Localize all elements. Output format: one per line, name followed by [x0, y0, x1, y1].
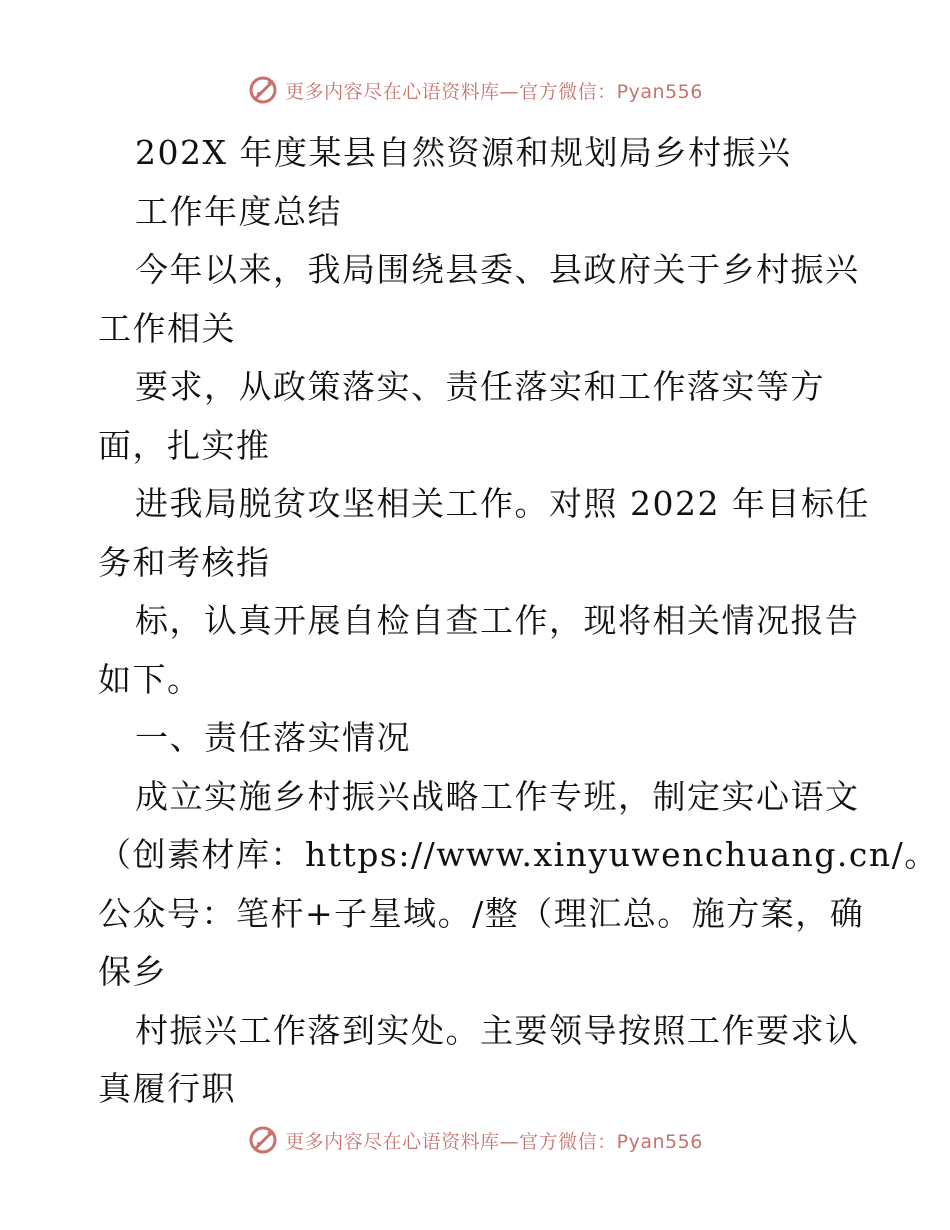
watermark-banner-bottom [0, 1120, 950, 1160]
watermark-content [247, 1124, 703, 1156]
document-line: 成立实施乡村振兴战略工作专班，制定实心语文 [135, 776, 860, 816]
pen-logo-icon [247, 1124, 279, 1156]
watermark-text: 更多内容尽在心语资料库—官方微信：Pyan556 [285, 1130, 703, 1153]
document-line: （创素材库：https://www.xinyuwenchuang.cn/。 [98, 835, 939, 874]
document-line: 工作年度总结 [135, 191, 342, 231]
document-line: 保乡 [98, 952, 167, 991]
document-line: 村振兴工作落到实处。主要领导按照工作要求认 [135, 1010, 860, 1050]
document-line: 进我局脱贫攻坚相关工作。对照 2022 年目标任 [135, 484, 870, 523]
document-body [98, 124, 939, 1119]
watermark-text: 更多内容尽在心语资料库—官方微信：Pyan556 [285, 80, 703, 103]
document-line: 真履行职 [98, 1069, 236, 1108]
document-line: 标，认真开展自检自查工作，现将相关情况报告 [135, 601, 860, 640]
watermark-banner-top [0, 70, 950, 110]
document-line: 面，扎实推 [98, 425, 271, 465]
document-line: 一、责任落实情况 [135, 718, 411, 757]
watermark-content [247, 74, 703, 106]
document-line: 如下。 [98, 659, 202, 699]
document-line: 今年以来，我局围绕县委、县政府关于乡村振兴 [135, 250, 860, 289]
document-line: 公众号：笔杆+子星域。/整（理汇总。施方案，确 [98, 893, 865, 933]
document-line: 务和考核指 [98, 542, 271, 582]
document-line: 要求，从政策落实、责任落实和工作落实等方 [135, 367, 825, 406]
document-line: 工作相关 [98, 308, 236, 348]
document-line: 202X 年度某县自然资源和规划局乡村振兴 [135, 133, 792, 172]
pen-logo-icon [247, 74, 279, 106]
